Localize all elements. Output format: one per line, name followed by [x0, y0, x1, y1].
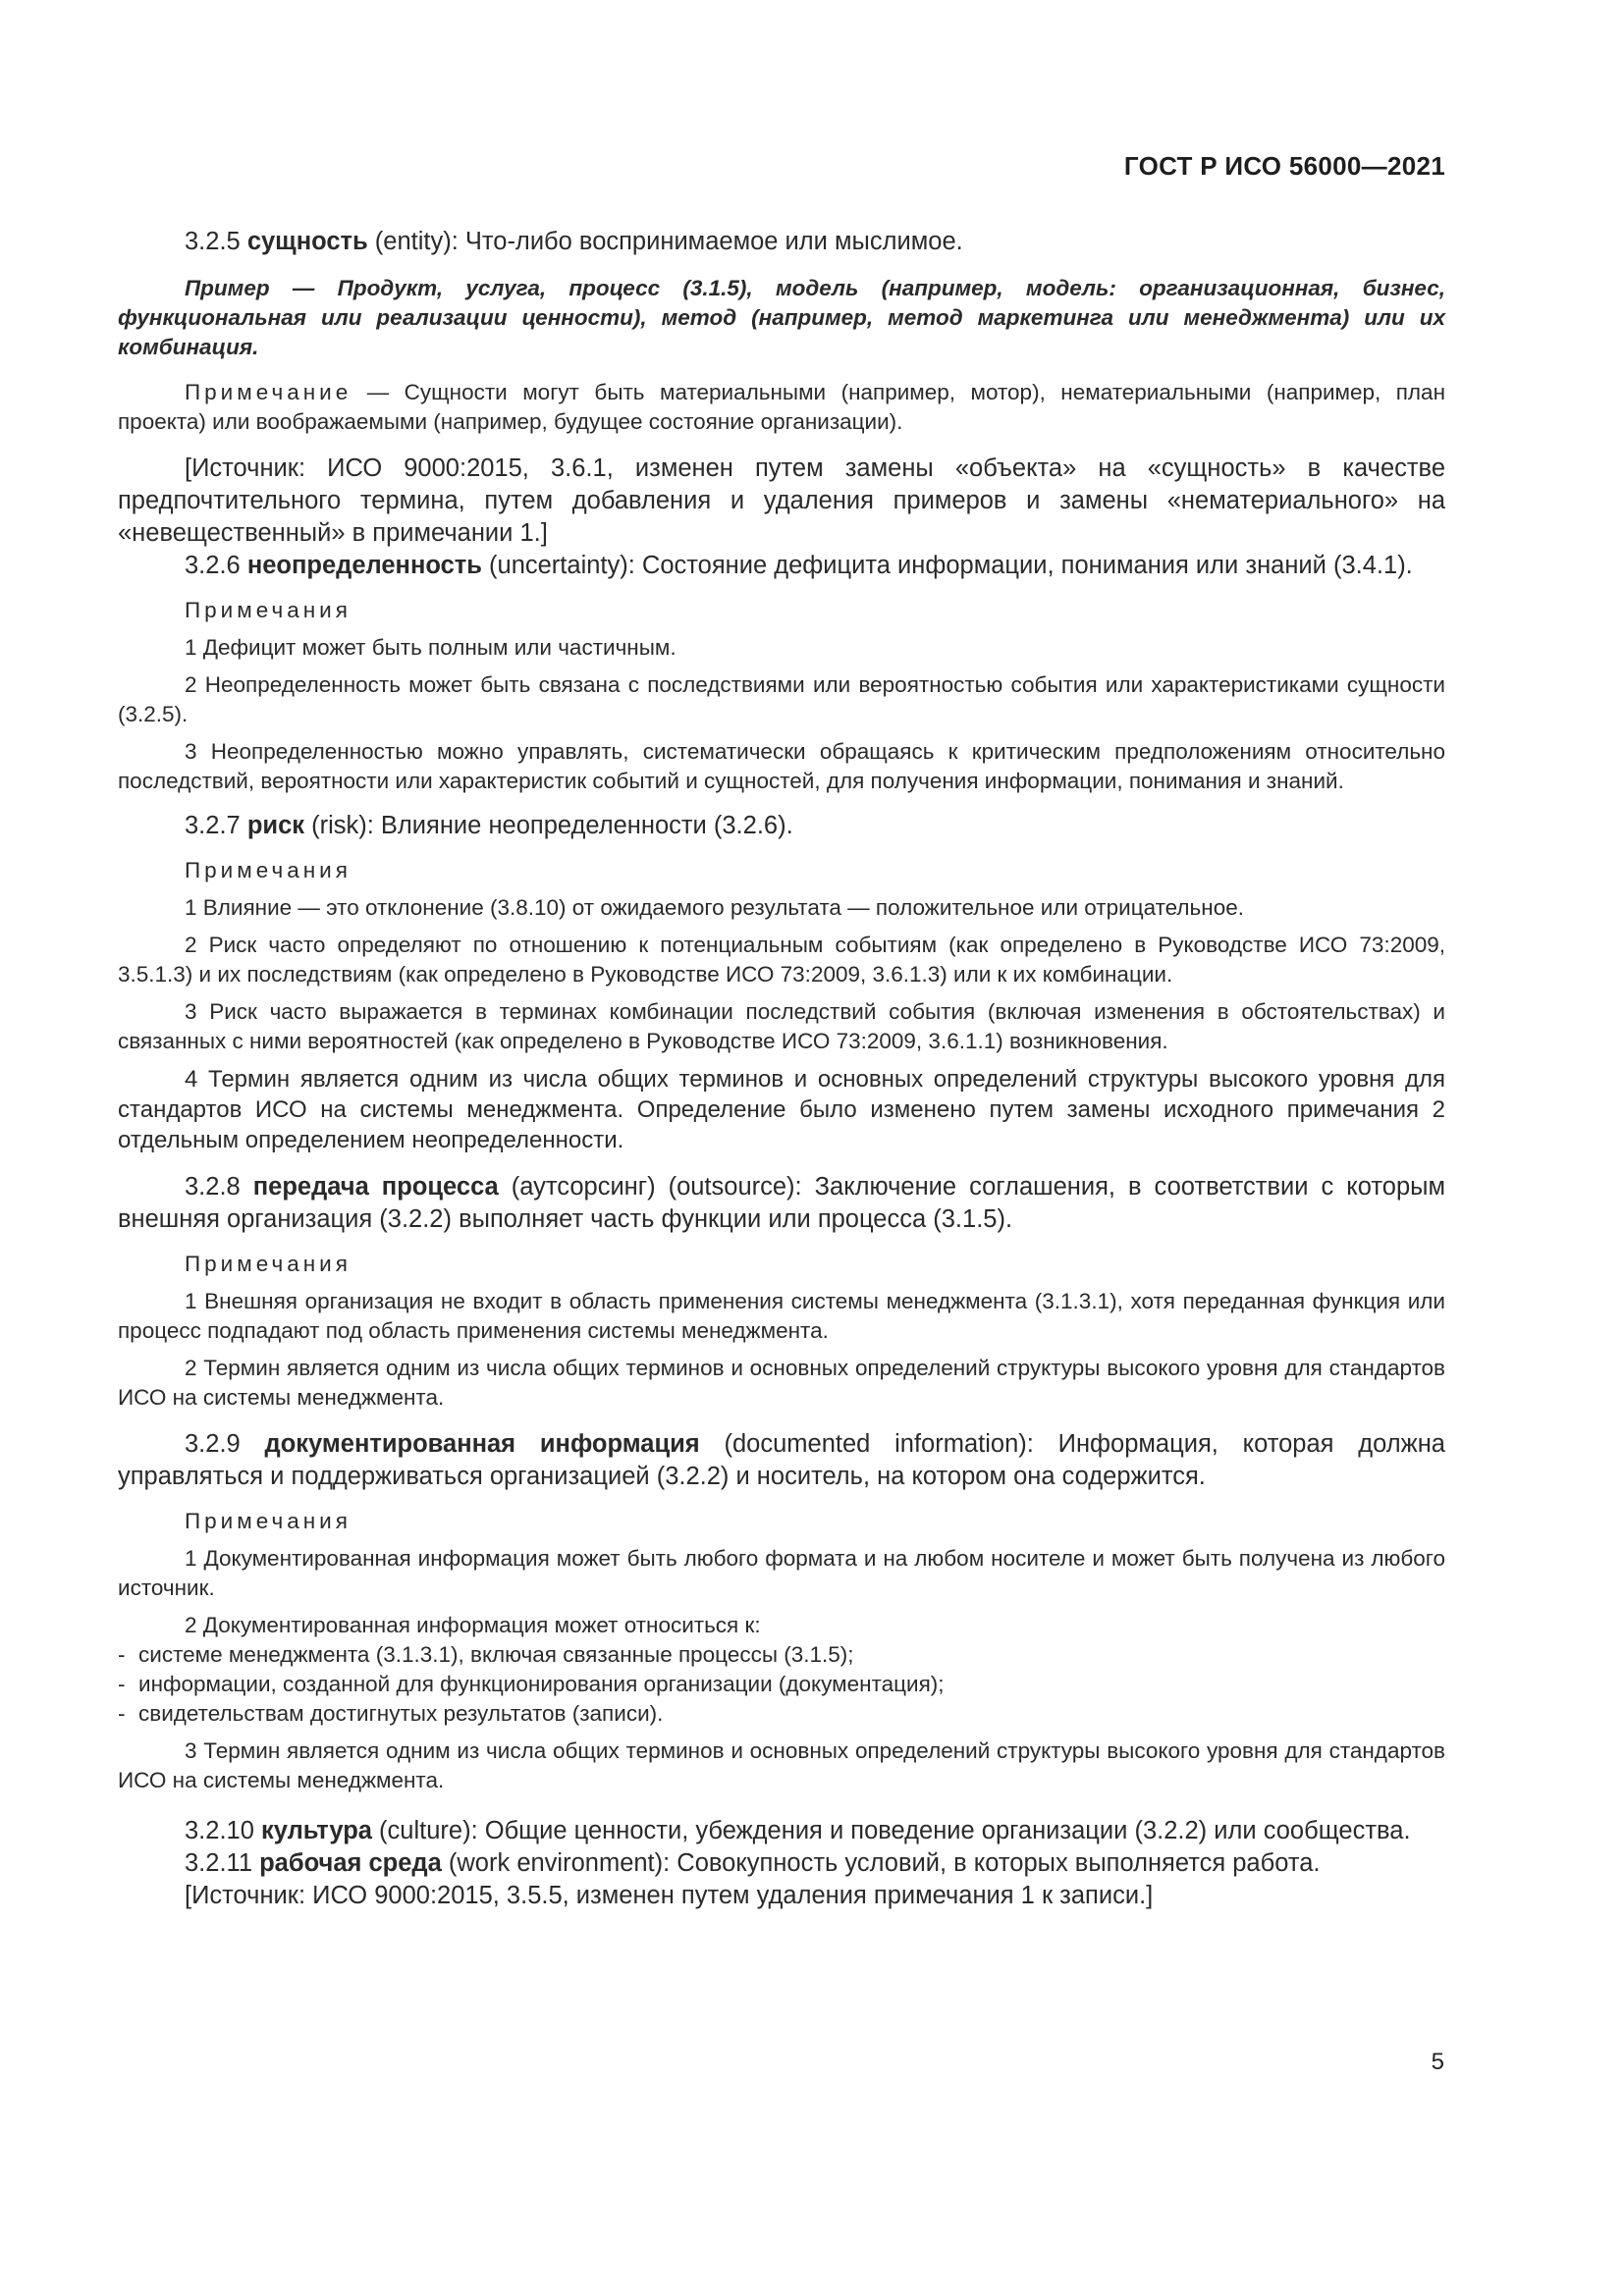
entry-3-2-11	[118, 1847, 1445, 1880]
list-item-text: информации, созданной для функционирования организации (документация);	[138, 1672, 945, 1696]
entry-3-2-5	[118, 226, 1445, 258]
entry-definition: (work environment): Совокупность условий, в которых выполняется работа.	[441, 1849, 1321, 1877]
entry-term: сущность	[246, 228, 368, 255]
entry-number: 3.2.9	[185, 1430, 265, 1458]
entry-term: документированная информация	[264, 1430, 700, 1458]
entry-definition: (documented information): Информация, которая должна управляться и поддерживаться организацией (3.2.2) и носитель, на котором она содержится.	[118, 1430, 1445, 1490]
entry-3-2-6	[118, 550, 1445, 582]
entry-term: рабочая среда	[259, 1849, 442, 1877]
entry-3-2-9	[118, 1428, 1445, 1493]
list-item-text: свидетельствам достигнутых результатов (записи).	[138, 1701, 664, 1726]
entry-definition: (risk): Влияние неопределенности (3.2.6).	[304, 812, 793, 839]
notes-label: Примечания	[185, 1252, 352, 1276]
note-item: 2 Термин является одним из числа общих терминов и основных определений структуры высокого уровня для стандартов ИСО на системы менеджмента.	[118, 1356, 1445, 1410]
example-3-2-5: Пример — Продукт, услуга, процесс (3.1.5), модель (например, модель: организационная, бизнес, функциональная или реализации ценности), метод (например, метод маркетинга или менеджмента) или их комбинация.	[118, 276, 1445, 359]
entry-term: передача процесса	[252, 1173, 499, 1201]
source-3-2-5: [Источник: ИСО 9000:2015, 3.6.1, изменен путем замены «объекта» на «сущность» в качестве предпочтительного термина, путем добавления и удаления примеров и замены «нематериального» на «невещественный» в примечании 1.]	[118, 454, 1445, 547]
note-item: 1 Документированная информация может быть любого формата и на любом носителе и может быть получена из любого источник.	[118, 1546, 1445, 1600]
entry-number: 3.2.8	[185, 1173, 253, 1201]
notes-label: Примечания	[185, 598, 352, 622]
entry-3-2-10	[118, 1815, 1445, 1847]
list-dash: -	[118, 1642, 126, 1667]
note-item: 3 Риск часто выражается в терминах комбинации последствий события (включая изменения в обстоятельствах) и связанных с ними вероятностей (как определено в Руководстве ИСО 73:2009, 3.6.1.1) возникновения.	[118, 999, 1445, 1053]
entry-number: 3.2.6	[185, 552, 247, 579]
note-label: Примечание	[185, 380, 352, 404]
page-number: 5	[1431, 2049, 1444, 2075]
entry-term: риск	[246, 812, 305, 839]
entry-number: 3.2.5	[185, 228, 247, 255]
entry-definition: (entity): Что-либо воспринимаемое или мыслимое.	[367, 228, 963, 255]
note-item: 2 Риск часто определяют по отношению к потенциальным событиям (как определено в Руководстве ИСО 73:2009, 3.5.1.3) и их последствиям (как определено в Руководстве ИСО 73:2009, 3.6.1.3) или к их комбинации.	[118, 933, 1445, 987]
entry-definition: (аутсорсинг) (outsource): Заключение соглашения, в соответствии с которым внешняя организация (3.2.2) выполняет часть функции или процесса (3.1.5).	[118, 1173, 1445, 1233]
entry-number: 3.2.7	[185, 812, 247, 839]
entry-definition: (culture): Общие ценности, убеждения и поведение организации (3.2.2) или сообщества.	[371, 1817, 1411, 1844]
entry-3-2-8	[118, 1171, 1445, 1236]
entry-number: 3.2.11	[185, 1849, 260, 1877]
list-item-text: системе менеджмента (3.1.3.1), включая связанные процессы (3.1.5);	[138, 1642, 854, 1667]
note-text: — Сущности могут быть материальными (например, мотор), нематериальными (например, план проекта) или воображаемыми (например, будущее состояние организации).	[118, 380, 1445, 434]
entry-term: культура	[260, 1817, 372, 1844]
note-item: 3 Неопределенностью можно управлять, систематически обращаясь к критическим предположениям относительно последствий, вероятности или характеристик событий и сущностей, для получения информации, понимания и знаний.	[118, 739, 1445, 793]
note-item: 2 Неопределенность может быть связана с последствиями или вероятностью события или характеристиками сущности (3.2.5).	[118, 672, 1445, 726]
notes-label: Примечания	[185, 1509, 352, 1533]
notes-label: Примечания	[185, 858, 352, 882]
note-item: 1 Влияние — это отклонение (3.8.10) от ожидаемого результата — положительное или отрицательное.	[185, 895, 1244, 920]
entry-definition: (uncertainty): Состояние дефицита информации, понимания или знаний (3.4.1).	[481, 552, 1413, 579]
standard-header: ГОСТ Р ИСО 56000—2021	[1123, 151, 1445, 181]
list-item	[118, 1699, 1445, 1729]
entry-number: 3.2.10	[185, 1817, 261, 1844]
note-3-2-5	[118, 378, 1445, 437]
note-item: 3 Термин является одним из числа общих терминов и основных определений структуры высокого уровня для стандартов ИСО на системы менеджмента.	[118, 1738, 1445, 1792]
list-dash: -	[118, 1701, 126, 1726]
list-item	[118, 1670, 1445, 1699]
note-item: 2 Документированная информация может относиться к:	[185, 1613, 761, 1637]
note-item: 1 Дефицит может быть полным или частичным.	[185, 635, 677, 660]
list-dash: -	[118, 1672, 126, 1696]
note-item: 1 Внешняя организация не входит в область применения системы менеджмента (3.1.3.1), хотя переданная функция или процесс подпадают под область применения системы менеджмента.	[118, 1289, 1445, 1343]
entry-term: неопределенность	[246, 552, 482, 579]
source-3-2-11: [Источник: ИСО 9000:2015, 3.5.5, изменен путем удаления примечания 1 к записи.]	[185, 1882, 1154, 1909]
note-item: 4 Термин является одним из числа общих терминов и основных определений структуры высокого уровня для стандартов ИСО на системы менеджмента. Определение было изменено путем замены исходного примечания 2 отдельным определением неопределенности.	[118, 1066, 1445, 1153]
document-body	[118, 218, 1445, 1912]
entry-3-2-7	[118, 810, 1445, 842]
list-item	[118, 1640, 1445, 1670]
